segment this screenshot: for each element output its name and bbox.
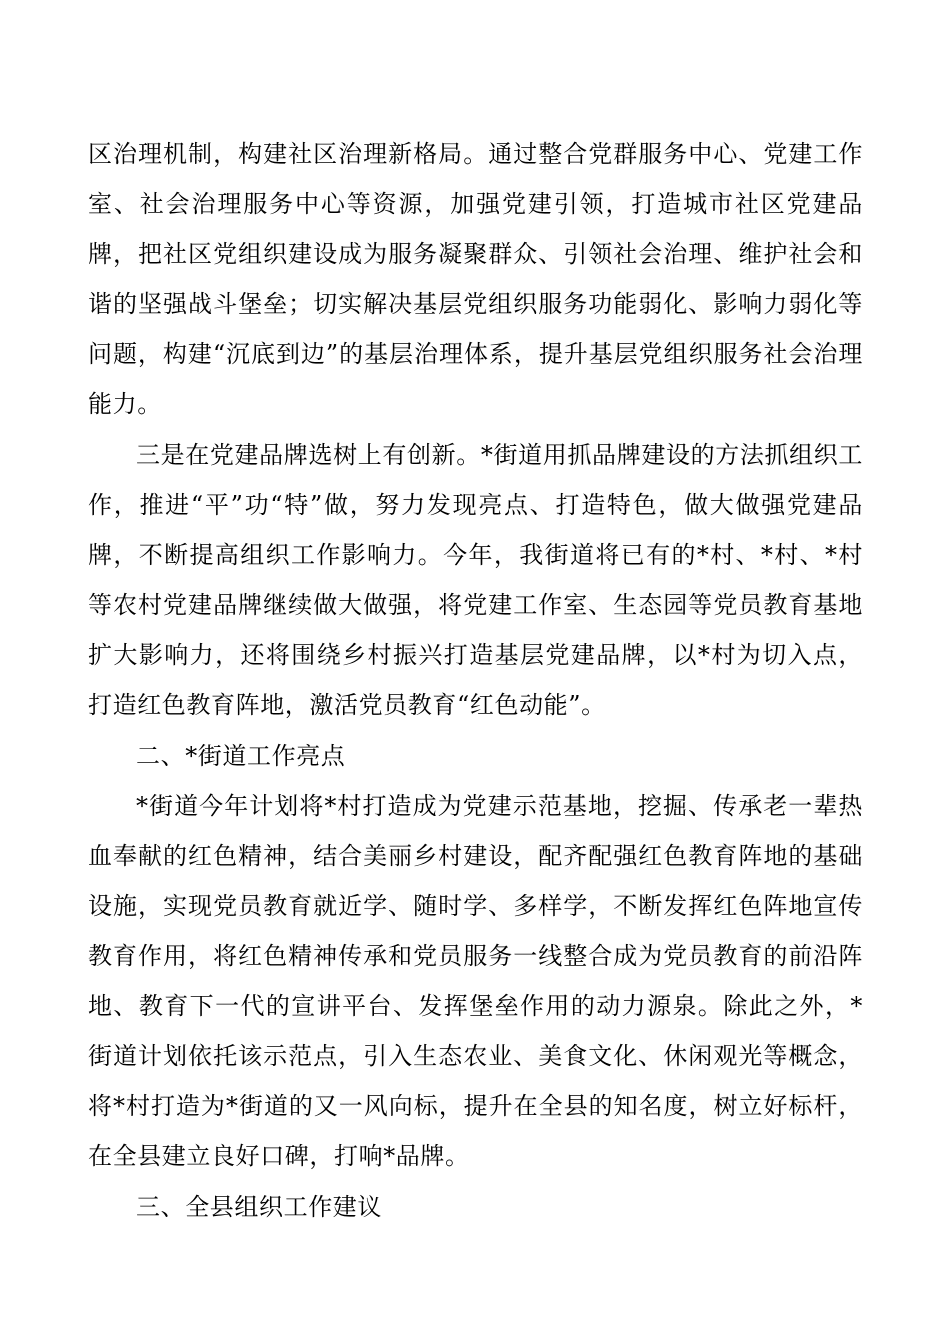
paragraph-demonstration-base: *街道今年计划将*村打造成为党建示范基地，挖掘、传承老一辈热血奉献的红色精神，结合美丽乡村建设，配齐配强红色教育阵地的基础设施，实现党员教育就近学、随时学、多样学，不断发挥红色阵地宣传教育作用，将红色精神传承和党员服务一线整合成为党员教育的前沿阵地、教育下一代的宣讲平台、发挥堡垒作用的动力源泉。除此之外，*街道计划依托该示范点，引入生态农业、美食文化、休闲观光等概念，将*村打造为*街道的又一风向标，提升在全县的知名度，树立好标杆，在全县建立良好口碑，打响*品牌。 [88,792,863,1170]
paragraph-party-brand-innovation: 三是在党建品牌选树上有创新。*街道用抓品牌建设的方法抓组织工作，推进“平”功“特”做，努力发现亮点、打造特色，做大做强党建品牌，不断提高组织工作影响力。今年，我街道将已有的*村、*村、*村等农村党建品牌继续做大做强，将党建工作室、生态园等党员教育基地扩大影响力，还将围绕乡村振兴打造基层党建品牌，以*村为切入点，打造红色教育阵地，激活党员教育“红色动能”。 [88,441,863,719]
document-page [88,129,863,1232]
section-heading-county-suggestions: 三、全县组织工作建议 [136,1193,382,1221]
section-heading-street-highlights: 二、*街道工作亮点 [136,742,346,770]
paragraph-community-governance: 区治理机制，构建社区治理新格局。通过整合党群服务中心、党建工作室、社会治理服务中心等资源，加强党建引领，打造城市社区党建品牌，把社区党组织建设成为服务凝聚群众、引领社会治理、维护社会和谐的坚强战斗堡垒；切实解决基层党组织服务功能弱化、影响力弱化等问题，构建“沉底到边”的基层治理体系，提升基层党组织服务社会治理能力。 [88,140,863,418]
